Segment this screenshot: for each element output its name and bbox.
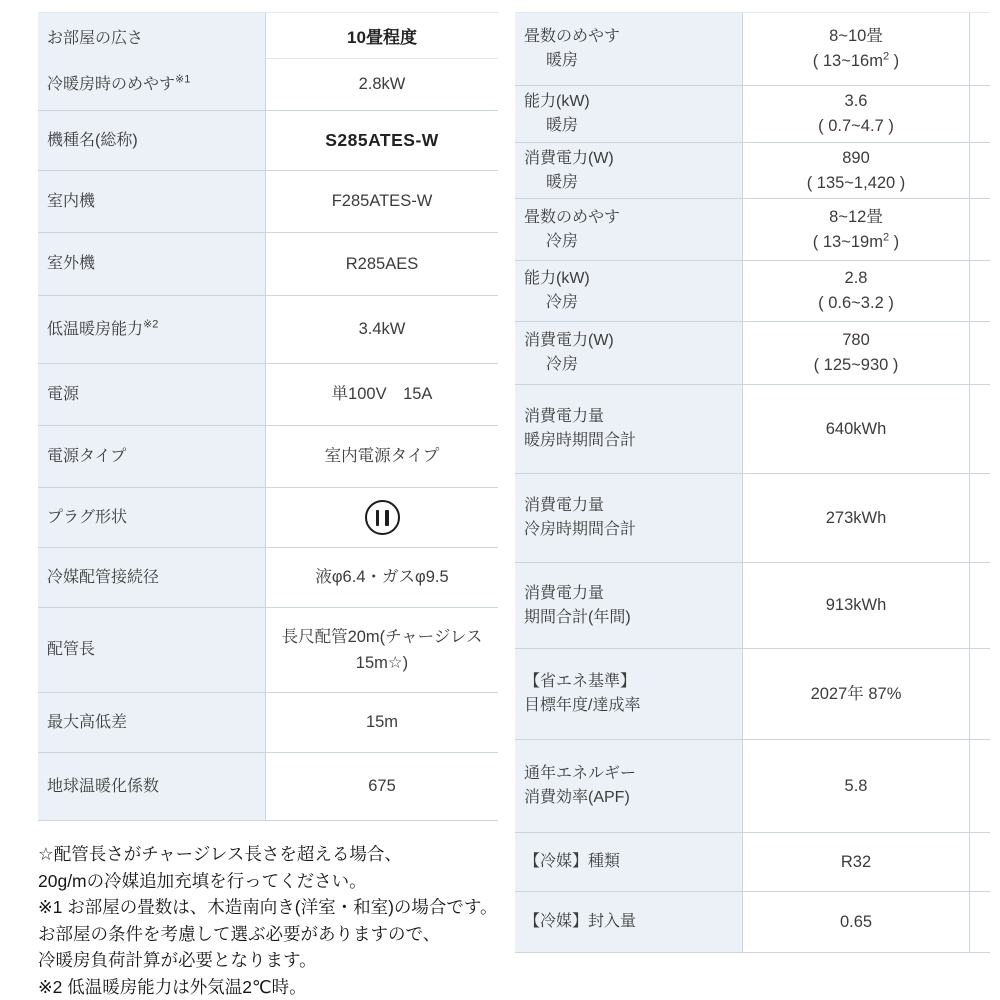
- spec-row-plug-shape: [38, 488, 498, 548]
- footnote-ref-2: ※2: [143, 318, 159, 331]
- spec-label: 【冷媒】封入量: [515, 892, 743, 952]
- value-capacity-heating: 3.6 ( 0.7~4.7 ): [743, 86, 970, 142]
- value-max-height-diff: 15m: [266, 693, 498, 752]
- spec-label: 消費電力(W) 暖房: [515, 143, 743, 198]
- spec-row-tatami-heating: [515, 13, 990, 86]
- spec-row-tatami-cooling: [515, 199, 990, 261]
- value-refrigerant-type: R32: [743, 833, 970, 891]
- spec-label: 通年エネルギー 消費効率(APF): [515, 740, 743, 832]
- value-pipe-length: 長尺配管20m(チャージレス15m☆): [266, 608, 498, 692]
- spec-label: 畳数のめやす 冷房: [515, 199, 743, 260]
- value-energy-standard: 2027年 87%: [743, 649, 970, 739]
- spec-label: 能力(kW) 冷房: [515, 261, 743, 321]
- value-tatami-cooling: 8~12畳 ( $13\sim 19m^2$ ): [743, 199, 970, 260]
- spec-label: 【冷媒】種類: [515, 833, 743, 891]
- footnote-line: ※2 低温暖房能力は外気温2℃時。: [38, 976, 307, 997]
- spec-row-room-size: [38, 13, 498, 111]
- spec-label: 消費電力量 暖房時期間合計: [515, 385, 743, 473]
- spec-row-max-height-diff: [38, 693, 498, 753]
- spec-row-pipe-diameter: [38, 548, 498, 608]
- left-spec-table: [38, 12, 498, 821]
- spec-row-consumption-heating: [515, 143, 990, 199]
- spec-label: 【省エネ基準】 目標年度/達成率: [515, 649, 743, 739]
- spec-label: 消費電力量 期間合計(年間): [515, 563, 743, 648]
- plug-shape-icon: [365, 500, 400, 535]
- spec-row-capacity-cooling: [515, 261, 990, 322]
- spec-row-model-name: [38, 111, 498, 171]
- value-power-supply: 単100V 15A: [266, 364, 498, 425]
- value-consumption-heating: 890 ( 135~1,420 ): [743, 143, 970, 198]
- spec-label: 畳数のめやす 暖房: [515, 13, 743, 85]
- footnote-line: ※1 お部屋の畳数は、木造南向き(洋室・和室)の場合です。: [38, 897, 498, 917]
- footnote-line: 20g/mの冷媒追加充填を行ってください。: [38, 870, 367, 891]
- value-indoor-unit: F285ATES-W: [266, 171, 498, 232]
- value-tatami-heating: 8~10畳 ( $13\sim 16m^2$ ): [743, 13, 970, 85]
- spec-label: 配管長: [38, 608, 266, 692]
- spec-row-energy-standard: [515, 649, 990, 740]
- spec-label: 消費電力量 冷房時期間合計: [515, 474, 743, 562]
- spec-label: 室内機: [38, 171, 266, 232]
- value-consumption-cooling: 780 ( 125~930 ): [743, 322, 970, 384]
- label-room-size: お部屋の広さ: [47, 29, 144, 47]
- footnote-line: お部屋の条件を考慮して選ぶ必要がありますので、: [38, 923, 441, 944]
- value-energy-heating-total: 640kWh: [743, 385, 970, 473]
- spec-row-indoor-unit: [38, 171, 498, 233]
- spec-row-power-type: [38, 426, 498, 488]
- spec-label: 消費電力(W) 冷房: [515, 322, 743, 384]
- footnote-line: 冷暖房負荷計算が必要となります。: [38, 950, 317, 970]
- spec-row-refrigerant-type: [515, 833, 990, 892]
- value-power-type: 室内電源タイプ: [266, 426, 498, 487]
- spec-row-capacity-heating: [515, 86, 990, 143]
- spec-label: 冷媒配管接続径: [38, 548, 266, 607]
- spec-label: プラグ形状: [38, 488, 266, 547]
- footnote-ref-1: ※1: [175, 73, 191, 86]
- value-apf: 5.8: [743, 740, 970, 832]
- value-refrigerant-charge: 0.65: [743, 892, 970, 952]
- value-outdoor-unit: R285AES: [266, 233, 498, 295]
- spec-label: 室外機: [38, 233, 266, 295]
- value-room-size: 10畳程度: [266, 13, 498, 59]
- value-gwp: 675: [266, 753, 498, 820]
- spec-label: [38, 13, 266, 110]
- value-low-temp-heating: 3.4kW: [266, 296, 498, 363]
- spec-row-low-temp-heating: [38, 296, 498, 364]
- spec-row-outdoor-unit: [38, 233, 498, 296]
- spec-row-apf: [515, 740, 990, 833]
- value-energy-cooling-total: 273kWh: [743, 474, 970, 562]
- spec-label: 電源: [38, 364, 266, 425]
- spec-row-energy-cooling-total: [515, 474, 990, 563]
- spec-row-consumption-cooling: [515, 322, 990, 385]
- spec-label: 能力(kW) 暖房: [515, 86, 743, 142]
- spec-row-energy-heating-total: [515, 385, 990, 474]
- spec-row-refrigerant-charge: [515, 892, 990, 953]
- spec-row-gwp: [38, 753, 498, 821]
- footnote-line: ☆配管長さがチャージレス長さを超える場合、: [38, 844, 402, 864]
- spec-label: 電源タイプ: [38, 426, 266, 487]
- spec-label: 機種名(総称): [38, 111, 266, 170]
- value-energy-annual-total: 913kWh: [743, 563, 970, 648]
- right-spec-table: [515, 12, 990, 953]
- value-capacity-guide: 2.8kW: [358, 75, 406, 93]
- spec-label: 低温暖房能力$^{※2}$: [38, 296, 266, 363]
- value-model-name: S285ATES-W: [266, 111, 498, 170]
- spec-label: 最大高低差: [38, 693, 266, 752]
- spec-label: 地球温暖化係数: [38, 753, 266, 820]
- spec-row-energy-annual-total: [515, 563, 990, 649]
- value-pipe-diameter: 液φ6.4・ガスφ9.5: [266, 548, 498, 607]
- label-capacity-guide: 冷暖房時のめやす$^{※1}$: [47, 73, 191, 93]
- spec-row-pipe-length: [38, 608, 498, 693]
- value-capacity-cooling: 2.8 ( 0.6~3.2 ): [743, 261, 970, 321]
- spec-row-power-supply: [38, 364, 498, 426]
- footnotes: [38, 841, 518, 1000]
